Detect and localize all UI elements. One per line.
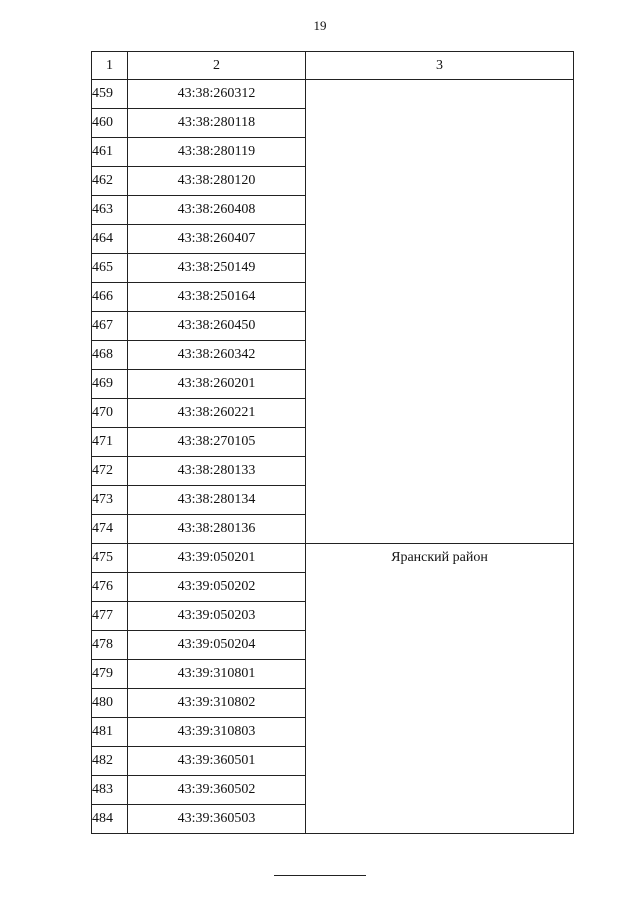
cadastral-code: 43:38:280118 bbox=[128, 109, 306, 138]
table-row bbox=[92, 544, 574, 573]
cadastral-code: 43:39:050201 bbox=[128, 544, 306, 573]
table-body bbox=[92, 80, 574, 834]
cadastral-code: 43:38:260221 bbox=[128, 399, 306, 428]
row-number: 479 bbox=[92, 660, 128, 689]
column-header-1: 1 bbox=[92, 52, 128, 80]
cadastral-code: 43:39:050204 bbox=[128, 631, 306, 660]
row-number: 475 bbox=[92, 544, 128, 573]
row-number: 476 bbox=[92, 573, 128, 602]
cadastral-code: 43:38:270105 bbox=[128, 428, 306, 457]
row-number: 473 bbox=[92, 486, 128, 515]
bottom-rule bbox=[274, 875, 366, 876]
cadastral-code: 43:38:260201 bbox=[128, 370, 306, 399]
cadastral-code: 43:39:310803 bbox=[128, 718, 306, 747]
cadastral-code: 43:39:360501 bbox=[128, 747, 306, 776]
cadastral-code: 43:39:360502 bbox=[128, 776, 306, 805]
row-number: 481 bbox=[92, 718, 128, 747]
cadastral-code: 43:38:260312 bbox=[128, 80, 306, 109]
cadastral-code: 43:39:310801 bbox=[128, 660, 306, 689]
row-number: 477 bbox=[92, 602, 128, 631]
cadastral-code: 43:39:310802 bbox=[128, 689, 306, 718]
cadastral-code: 43:38:280134 bbox=[128, 486, 306, 515]
district-cell: Яранский район bbox=[306, 544, 574, 834]
row-number: 468 bbox=[92, 341, 128, 370]
table-row bbox=[92, 80, 574, 109]
cadastral-code: 43:39:050203 bbox=[128, 602, 306, 631]
cadastral-table bbox=[91, 51, 574, 834]
row-number: 459 bbox=[92, 80, 128, 109]
row-number: 461 bbox=[92, 138, 128, 167]
row-number: 480 bbox=[92, 689, 128, 718]
row-number: 466 bbox=[92, 283, 128, 312]
row-number: 469 bbox=[92, 370, 128, 399]
row-number: 478 bbox=[92, 631, 128, 660]
cadastral-code: 43:38:250149 bbox=[128, 254, 306, 283]
row-number: 460 bbox=[92, 109, 128, 138]
cadastral-code: 43:38:280136 bbox=[128, 515, 306, 544]
cadastral-code: 43:38:260407 bbox=[128, 225, 306, 254]
cadastral-code: 43:38:280119 bbox=[128, 138, 306, 167]
column-header-3: 3 bbox=[306, 52, 574, 80]
cadastral-code: 43:38:280133 bbox=[128, 457, 306, 486]
cadastral-code: 43:38:260450 bbox=[128, 312, 306, 341]
row-number: 482 bbox=[92, 747, 128, 776]
cadastral-code: 43:38:260408 bbox=[128, 196, 306, 225]
district-cell bbox=[306, 80, 574, 544]
cadastral-code: 43:39:360503 bbox=[128, 805, 306, 834]
row-number: 472 bbox=[92, 457, 128, 486]
row-number: 465 bbox=[92, 254, 128, 283]
row-number: 470 bbox=[92, 399, 128, 428]
page-number: 19 bbox=[313, 18, 327, 33]
row-number: 484 bbox=[92, 805, 128, 834]
table-header-row bbox=[92, 52, 574, 80]
row-number: 464 bbox=[92, 225, 128, 254]
row-number: 474 bbox=[92, 515, 128, 544]
row-number: 483 bbox=[92, 776, 128, 805]
cadastral-code: 43:39:050202 bbox=[128, 573, 306, 602]
row-number: 463 bbox=[92, 196, 128, 225]
cadastral-code: 43:38:250164 bbox=[128, 283, 306, 312]
row-number: 467 bbox=[92, 312, 128, 341]
column-header-2: 2 bbox=[128, 52, 306, 80]
row-number: 462 bbox=[92, 167, 128, 196]
cadastral-code: 43:38:260342 bbox=[128, 341, 306, 370]
cadastral-code: 43:38:280120 bbox=[128, 167, 306, 196]
row-number: 471 bbox=[92, 428, 128, 457]
